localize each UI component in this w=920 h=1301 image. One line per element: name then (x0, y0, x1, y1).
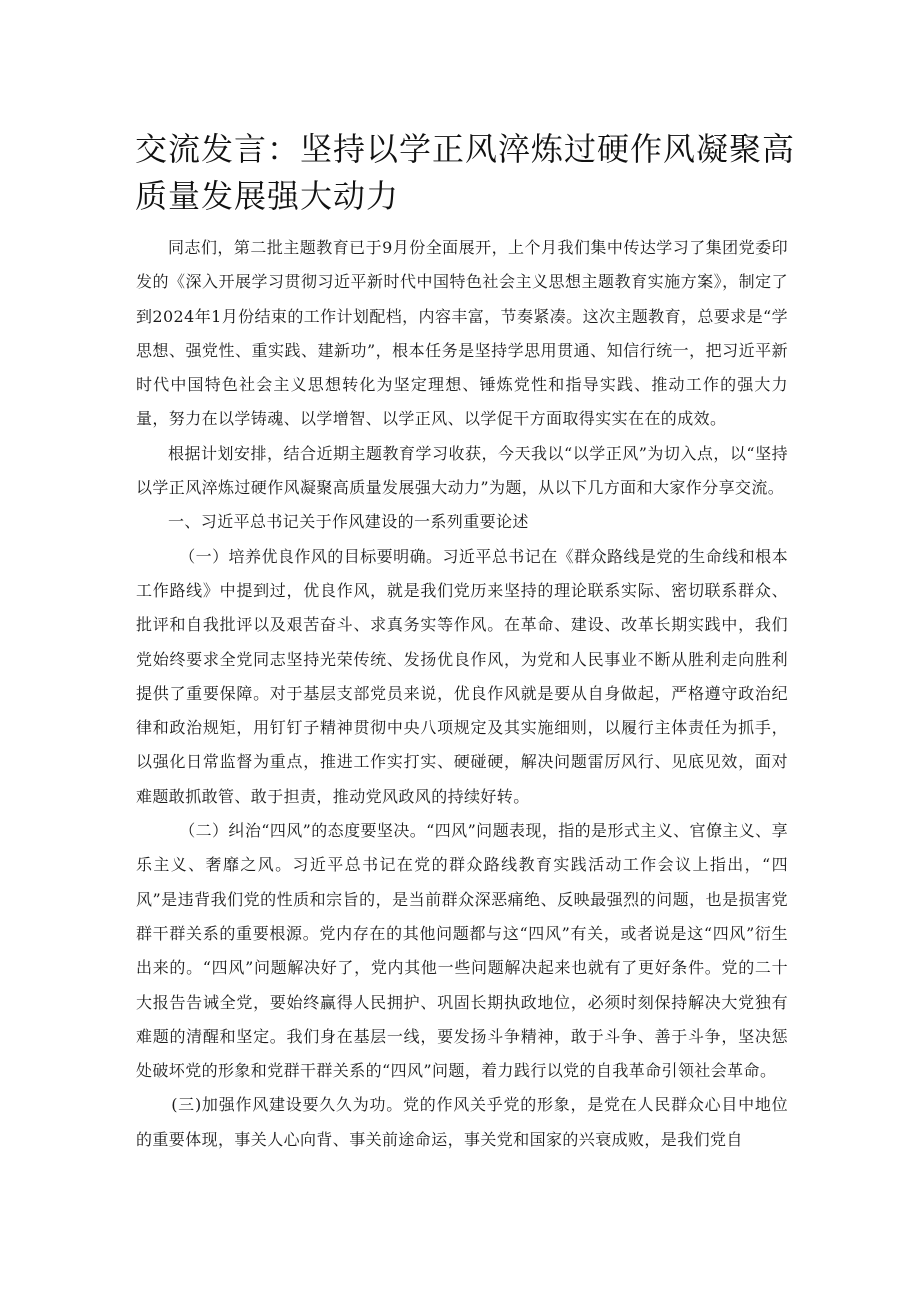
section-heading-1: 一、习近平总书记关于作风建设的一系列重要论述 (168, 512, 529, 532)
paragraph-intro: 同志们，第二批主题教育已于9月份全面展开，上个月我们集中传达学习了集团党委印发的《深入开展学习贯彻习近平新时代中国特色社会主义思想主题教育实施方案》，制定了到2024年1月份结束的工作计划配档，内容丰富，节奏紧凑。这次主题教育，总要求是“学思想、强党性、重实践、建新功”，根本任务是坚持学思用贯通、知信行统一，把习近平新时代中国特色社会主义思想转化为坚定理想、锤炼党性和指导实践、推动工作的强大力量，努力在以学铸魂、以学增智、以学正风、以学促干方面取得实实在在的成效。 (136, 238, 788, 429)
paragraph-subsection-3: (三)加强作风建设要久久为功。党的作风关乎党的形象，是党在人民群众心目中地位的重要体现，事关人心向背、事关前途命运，事关党和国家的兴衰成败，是我们党自 (136, 1095, 788, 1149)
document-title: 交流发言：坚持以学正风淬炼过硬作风凝聚高质量发展强大动力 (135, 130, 796, 215)
paragraph-subsection-1: （一）培养优良作风的目标要明确。习近平总书记在《群众路线是党的生命线和根本工作路线》中提到过，优良作风，就是我们党历来坚持的理论联系实际、密切联系群众、批评和自我批评以及艰苦奋斗、求真务实等作风。在革命、建设、改革长期实践中，我们党始终要求全党同志坚持光荣传统、发扬优良作风，为党和人民事业不断从胜利走向胜利提供了重要保障。对于基层支部党员来说，优良作风就是要从自身做起，严格遵守政治纪律和政治规矩，用钉钉子精神贯彻中央八项规定及其实施细则，以履行主体责任为抓手，以强化日常监督为重点，推进工作实打实、硬碰硬，解决问题雷厉风行、见底见效，面对难题敢抓敢管、敢于担责，推动党风政风的持续好转。 (136, 546, 788, 806)
document-body (136, 231, 788, 1157)
paragraph-plan: 根据计划安排，结合近期主题教育学习收获，今天我以“以学正风”为切入点，以“坚持以学正风淬炼过硬作风凝聚高质量发展强大动力”为题，从以下几方面和大家作分享交流。 (136, 443, 788, 498)
paragraph-subsection-2: （二）纠治“四风”的态度要坚决。“四风”问题表现，指的是形式主义、官僚主义、享乐主义、奢靡之风。习近平总书记在党的群众路线教育实践活动工作会议上指出，“四风”是违背我们党的性质和宗旨的，是当前群众深恶痛绝、反映最强烈的问题，也是损害党群干群关系的重要根源。党内存在的其他问题都与这“四风”有关，或者说是这“四风”衍生出来的。“四风”问题解决好了，党内其他一些问题解决起来也就有了更好条件。党的二十大报告告诫全党，要始终赢得人民拥护、巩固长期执政地位，必须时刻保持解决大党独有难题的清醒和坚定。我们身在基层一线，要发扬斗争精神，敢于斗争、善于斗争，坚决惩处破坏党的形象和党群干群关系的“四风”问题，着力践行以党的自我革命引领社会革命。 (136, 821, 788, 1081)
